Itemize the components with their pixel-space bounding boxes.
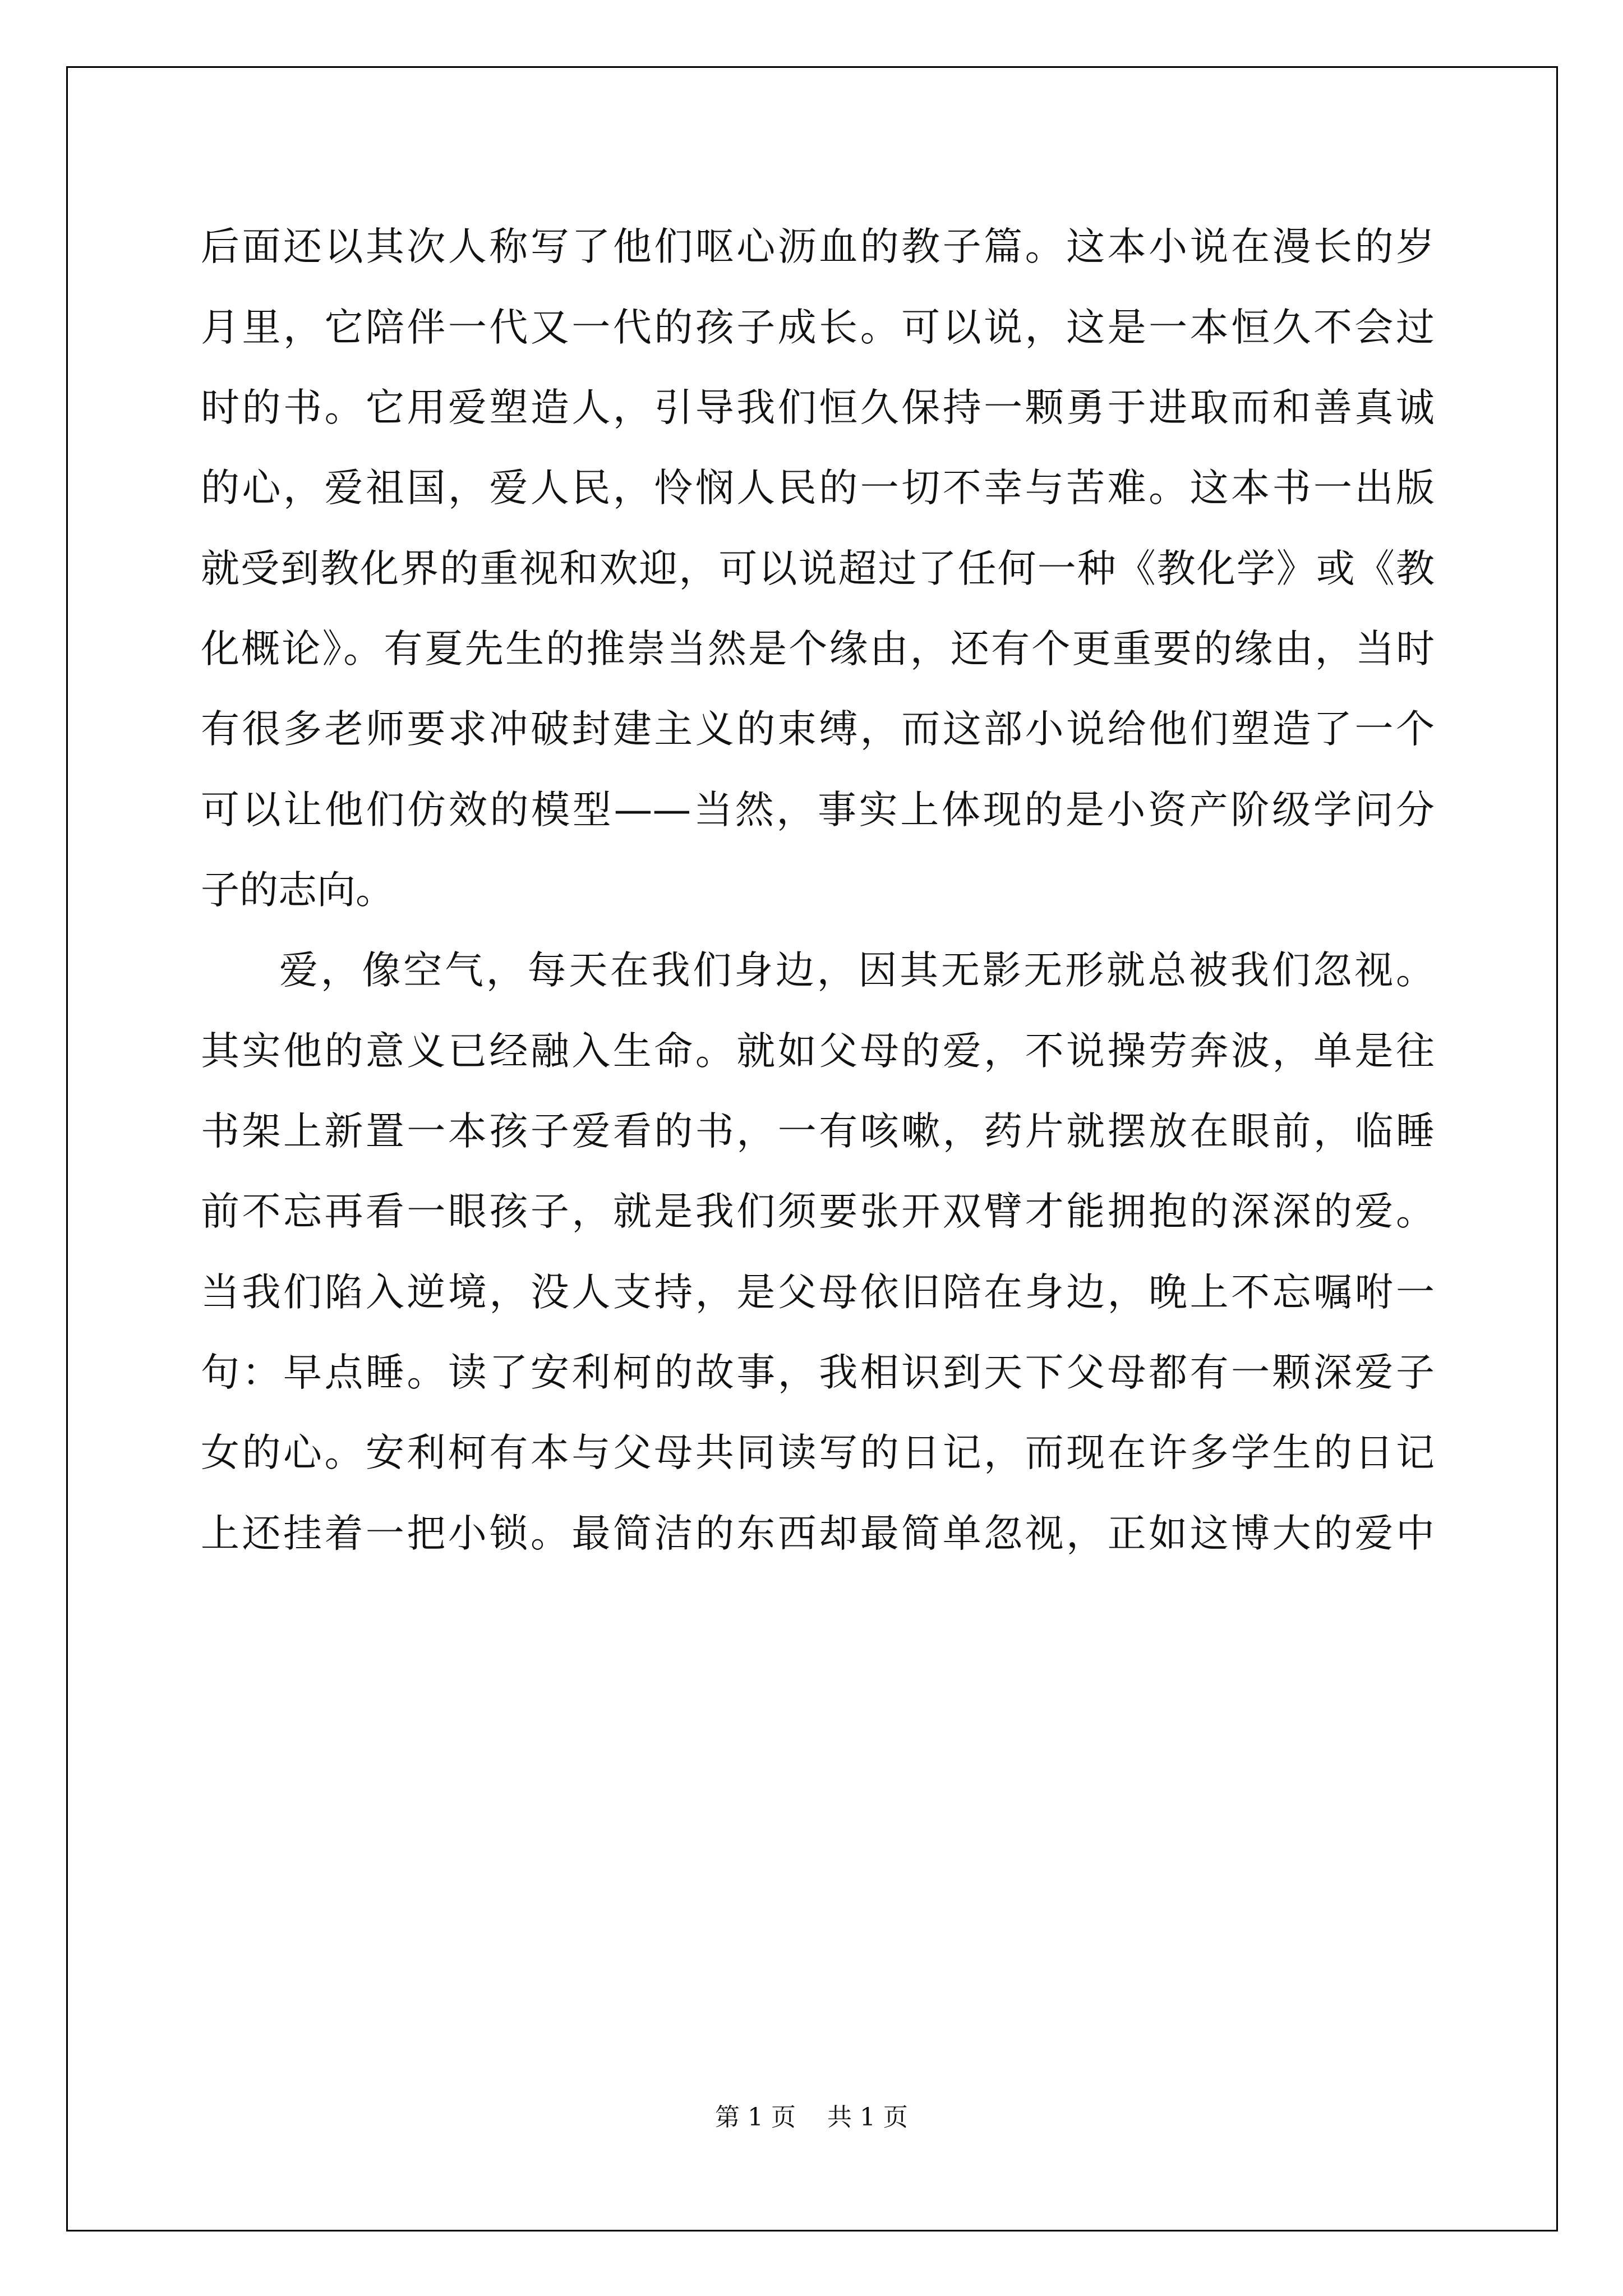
text-line: 的心，爱祖国，爱人民，怜悯人民的一切不幸与苦难。这本书一出版 <box>201 466 1435 510</box>
text-line: 时的书。它用爱塑造人，引导我们恒久保持一颗勇于进取而和善真诚 <box>201 385 1435 430</box>
paragraph-first-line: 爱，像空气，每天在我们身边，因其无影无形就总被我们忽视。 <box>279 948 1435 993</box>
text-line: 前不忘再看一眼孩子，就是我们须要张开双臂才能拥抱的深深的爱。 <box>201 1189 1435 1234</box>
text-line: 月里，它陪伴一代又一代的孩子成长。可以说，这是一本恒久不会过 <box>201 305 1435 350</box>
text-line: 后面还以其次人称写了他们呕心沥血的教子篇。这本小说在漫长的岁 <box>201 224 1435 269</box>
text-line: 当我们陷入逆境，没人支持，是父母依旧陪在身边，晚上不忘嘱咐一 <box>201 1270 1435 1315</box>
text-line: 子的志向。 <box>201 868 394 913</box>
text-line: 其实他的意义已经融入生命。就如父母的爱，不说操劳奔波，单是往 <box>201 1029 1435 1074</box>
text-line: 可以让他们仿效的模型——当然，事实上体现的是小资产阶级学问分 <box>201 788 1435 832</box>
page-total: 共 1 页 <box>827 2103 908 2132</box>
text-line: 上还挂着一把小锁。最简洁的东西却最简单忽视，正如这博大的爱中 <box>201 1511 1435 1556</box>
text-line: 书架上新置一本孩子爱看的书，一有咳嗽，药片就摆放在眼前，临睡 <box>201 1109 1435 1154</box>
text-line: 化概论》。有夏先生的推崇当然是个缘由，还有个更重要的缘由，当时 <box>201 627 1435 671</box>
text-line: 有很多老师要求冲破封建主义的束缚，而这部小说给他们塑造了一个 <box>201 707 1435 752</box>
page-number: 第 1 页 <box>715 2103 796 2132</box>
text-line: 女的心。安利柯有本与父母共同读写的日记，而现在许多学生的日记 <box>201 1430 1435 1475</box>
text-line: 就受到教化界的重视和欢迎，可以说超过了任何一种《教化学》或《教 <box>201 546 1435 591</box>
page-footer <box>0 2101 1623 2134</box>
text-line: 句：早点睡。读了安利柯的故事，我相识到天下父母都有一颗深爱子 <box>201 1350 1435 1395</box>
